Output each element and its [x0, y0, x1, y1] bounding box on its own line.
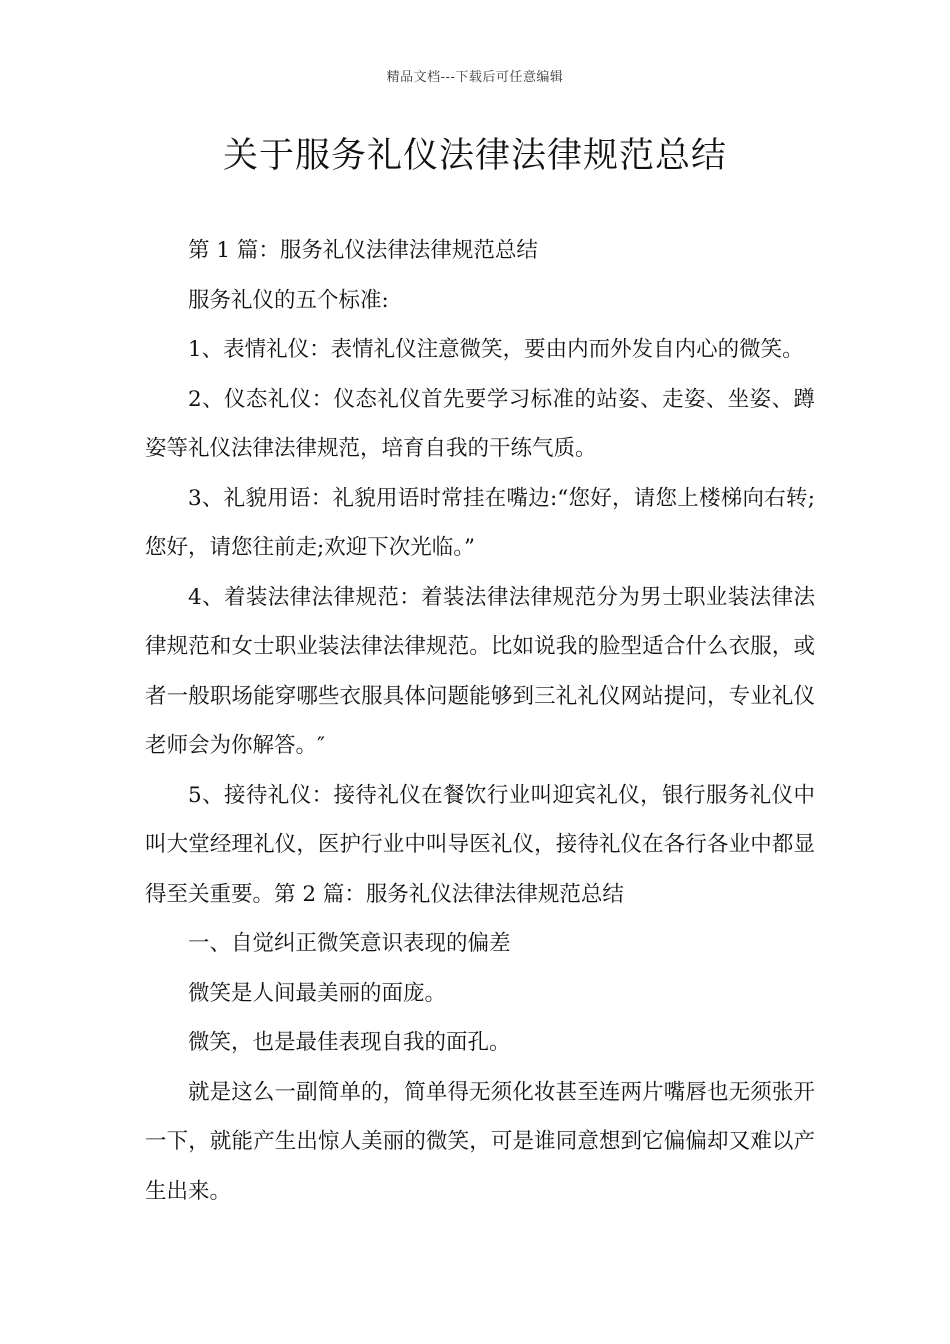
- paragraph-5: 3、礼貌用语：礼貌用语时常挂在嘴边:“您好，请您上楼梯向右转;您好，请您往前走;欢迎下次光临。”: [145, 485, 815, 560]
- paragraph-6: 4、着装法律法律规范：着装法律法律规范分为男士职业装法律法律规范和女士职业装法律法律规范。比如说我的脸型适合什么衣服，或者一般职场能穿哪些衣服具体问题能够到三礼礼仪网站提问，专业礼仪老师会为你解答。″: [145, 584, 815, 758]
- paragraph-11: 就是这么一副简单的，简单得无须化妆甚至连两片嘴唇也无须张开一下，就能产生出惊人美丽的微笑，可是谁同意想到它偏偏却又难以产生出来。: [145, 1079, 815, 1204]
- paragraph-1: 第 1 篇：服务礼仪法律法律规范总结: [188, 238, 538, 263]
- paragraph-10: 微笑，也是最佳表现自我的面孔。: [188, 1030, 511, 1055]
- paragraph-8: 一、自觉纠正微笑意识表现的偏差: [188, 931, 511, 956]
- header-note: 精品文档---下载后可任意编辑: [386, 70, 564, 85]
- paragraph-3: 1、表情礼仪：表情礼仪注意微笑，要由内而外发自内心的微笑。: [188, 337, 804, 362]
- paragraph-2: 服务礼仪的五个标准:: [188, 287, 389, 313]
- paragraph-4: 2、仪态礼仪：仪态礼仪首先要学习标准的站姿、走姿、坐姿、蹲姿等礼仪法律法律规范，培育自我的干练气质。: [145, 386, 815, 461]
- paragraph-9: 微笑是人间最美丽的面庞。: [188, 980, 447, 1006]
- document-body: [145, 226, 815, 1216]
- document-title: 关于服务礼仪法律法律规范总结: [222, 136, 727, 176]
- paragraph-7: 5、接待礼仪：接待礼仪在餐饮行业叫迎宾礼仪，银行服务礼仪中叫大堂经理礼仪，医护行业中叫导医礼仪，接待礼仪在各行各业中都显得至关重要。第 2 篇：服务礼仪法律法律规范总结: [145, 782, 815, 907]
